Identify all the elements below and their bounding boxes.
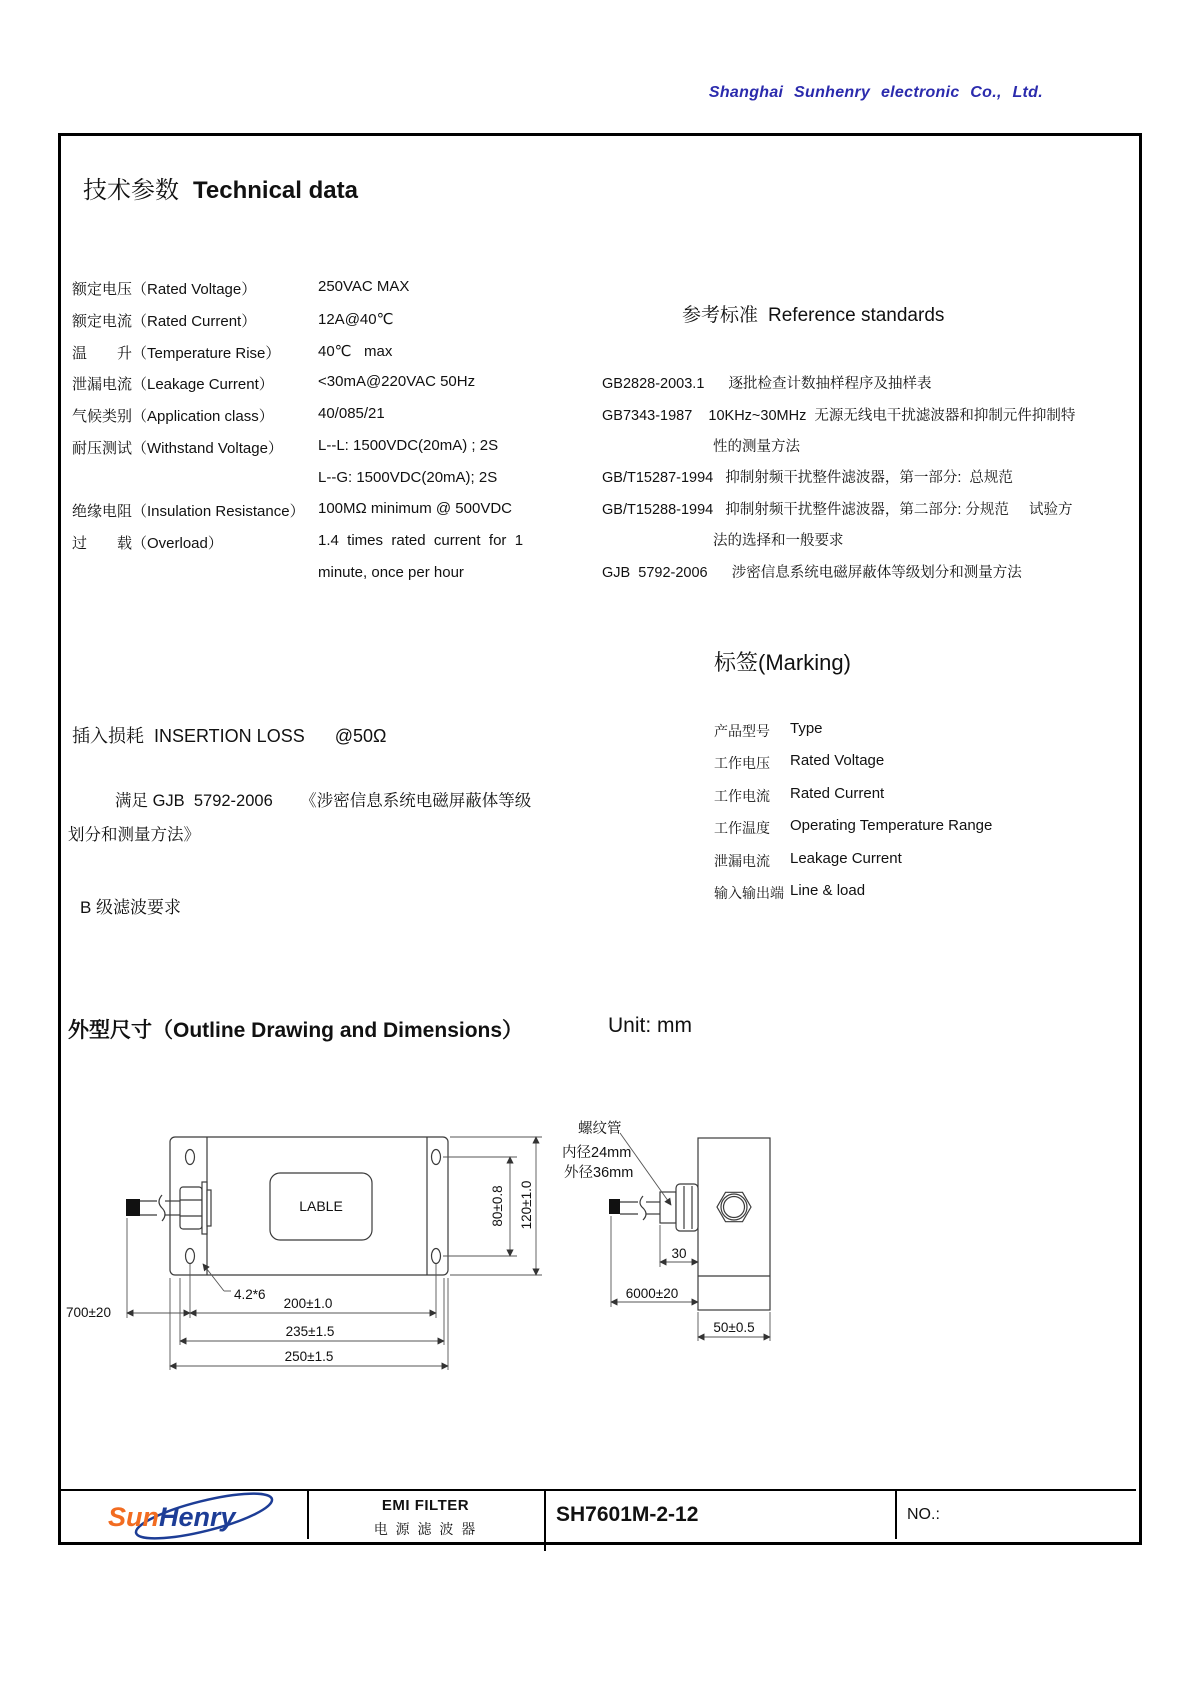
footer-top-line <box>58 1489 1136 1491</box>
param-label: 过 载（Overload） <box>72 535 223 552</box>
insertion-loss-line3: 划分和测量方法》 <box>68 826 200 844</box>
footer-product-zh: 电 源 滤 波 器 <box>373 1521 478 1537</box>
outline-title: 外型尺寸（Outline Drawing and Dimensions） <box>68 1019 524 1042</box>
marking-en: Type <box>790 720 823 737</box>
mount-hole <box>186 1249 195 1264</box>
filter-front-view <box>126 1137 448 1275</box>
dim-120: 120±1.0 <box>519 1180 534 1230</box>
param-label: 温 升（Temperature Rise） <box>72 345 281 362</box>
param-value: minute, once per hour <box>318 564 464 581</box>
param-label: 绝缘电阻（Insulation Resistance） <box>72 503 305 520</box>
footer-product-en: EMI FILTER <box>381 1497 470 1514</box>
side-body <box>698 1138 770 1310</box>
mount-hole <box>432 1150 441 1165</box>
standards-row: GJB 5792-2006 涉密信息系统电磁屏蔽体等级划分和测量方法 <box>602 565 1022 581</box>
marking-row <box>714 883 1074 903</box>
marking-en: Line & load <box>790 882 866 899</box>
marking-row <box>714 818 1074 838</box>
marking-en: Leakage Current <box>790 850 902 867</box>
param-label: 耐压测试（Withstand Voltage） <box>72 440 283 457</box>
param-row <box>72 373 692 393</box>
standards-title-en: Reference standards <box>768 305 945 326</box>
marking-zh: 工作温度 <box>714 820 770 836</box>
cable-break <box>159 1195 165 1221</box>
param-label: 额定电流（Rated Current） <box>72 313 257 330</box>
marking-row <box>714 851 1074 871</box>
label-box-text: LABLE <box>299 1198 343 1214</box>
param-label: 额定电压（Rated Voltage） <box>72 281 257 298</box>
hole-size-note: 4.2*6 <box>234 1287 266 1302</box>
param-value: 12A@40℃ <box>318 311 394 328</box>
filter-class-note: B 级滤波要求 <box>80 898 182 917</box>
dim-700: 700±20 <box>66 1305 111 1320</box>
insertion-loss-title: 插入损耗 INSERTION LOSS @50Ω <box>72 726 387 746</box>
dim-30: 30 <box>671 1246 687 1261</box>
param-value: <30mA@220VAC 50Hz <box>318 373 476 390</box>
param-label: 气候类别（Application class） <box>72 408 274 425</box>
tube-inner-circle <box>724 1197 745 1218</box>
marking-zh: 输入输出端 <box>714 885 784 901</box>
standards-row: GB7343-1987 10KHz~30MHz 无源无线电干扰滤波器和抑制元件抑制特 <box>602 408 1076 424</box>
svg-text:SunHenry <box>108 1502 238 1532</box>
param-row <box>72 500 692 520</box>
standards-title <box>682 300 944 327</box>
param-row <box>72 469 692 489</box>
tech-title-zh: 技术参数 <box>83 177 179 204</box>
param-row <box>72 405 692 425</box>
marking-en: Rated Current <box>790 785 885 802</box>
param-row <box>72 310 692 330</box>
marking-en: Rated Voltage <box>790 752 885 769</box>
dim-250: 250±1.5 <box>284 1349 334 1364</box>
standards-title-zh: 参考标准 <box>682 305 759 326</box>
outline-drawing <box>58 1030 1118 1400</box>
threaded-tube <box>660 1192 676 1223</box>
dim-235: 235±1.5 <box>285 1324 335 1339</box>
standards-row: GB2828-2003.1 逐批检查计数抽样程序及抽样表 <box>602 376 932 392</box>
tube-note-inner: 内径24mm <box>562 1145 632 1161</box>
connector-washer <box>207 1190 211 1226</box>
param-value: 40/085/21 <box>318 405 385 422</box>
standards-row: GB/T15287-1994 抑制射频干扰整件滤波器，第一部分: 总规范 <box>602 470 1013 486</box>
marking-row <box>714 753 1074 773</box>
connector-nut <box>180 1187 202 1229</box>
cable-break <box>640 1196 646 1220</box>
param-value: 1.4 times rated current for 1 <box>318 532 524 549</box>
outline-unit: Unit: mm <box>608 1014 692 1037</box>
standards-row: 性的测量方法 <box>713 439 800 455</box>
tech-title-en: Technical data <box>193 177 358 204</box>
param-row <box>72 437 692 457</box>
marking-zh: 工作电压 <box>714 755 770 771</box>
front-view-dimensions <box>127 1137 542 1370</box>
param-row <box>72 564 692 584</box>
marking-en: Operating Temperature Range <box>790 817 993 834</box>
sunhenry-logo <box>92 1492 288 1542</box>
param-row <box>72 342 692 362</box>
footer-divider <box>895 1491 897 1539</box>
tube-nut <box>676 1184 698 1231</box>
standards-row: 法的选择和一般要求 <box>713 533 844 549</box>
marking-zh: 产品型号 <box>714 723 770 739</box>
tube-outer-circle <box>721 1194 747 1220</box>
tube-note-title: 螺纹管 <box>578 1121 622 1137</box>
footer-divider <box>544 1491 546 1551</box>
marking-row <box>714 786 1074 806</box>
cable-tip <box>126 1199 140 1216</box>
param-label: 泄漏电流（Leakage Current） <box>72 376 274 393</box>
filter-side-view <box>609 1138 770 1310</box>
marking-row <box>714 721 1074 741</box>
company-header: Shanghai Sunhenry electronic Co., Ltd. <box>708 84 1043 101</box>
mount-hole <box>432 1249 441 1264</box>
marking-zh: 泄漏电流 <box>714 853 770 869</box>
dim-80: 80±0.8 <box>490 1185 505 1227</box>
dim-200: 200±1.0 <box>283 1296 333 1311</box>
param-row <box>72 278 692 298</box>
param-value: L--G: 1500VDC(20mA); 2S <box>318 469 498 486</box>
dim-50: 50±0.5 <box>713 1320 755 1335</box>
dim-6000: 6000±20 <box>625 1286 679 1301</box>
footer-model-number: SH7601M-2-12 <box>556 1503 699 1526</box>
logo-sun-text: Sun <box>108 1502 159 1532</box>
param-value: L--L: 1500VDC(20mA) ; 2S <box>318 437 499 454</box>
footer-no-label: NO.: <box>907 1506 940 1523</box>
logo-henry-text: Henry <box>159 1502 236 1532</box>
param-value: 250VAC MAX <box>318 278 410 295</box>
param-value: 100MΩ minimum @ 500VDC <box>318 500 512 517</box>
marking-zh: 工作电流 <box>714 788 770 804</box>
standards-row: GB/T15288-1994 抑制射频干扰整件滤波器，第二部分: 分规范 试验方 <box>602 502 1073 518</box>
tube-note-outer: 外径36mm <box>564 1165 634 1181</box>
connector-washer <box>202 1182 207 1234</box>
param-value: 40℃ max <box>318 343 393 360</box>
cable-tip <box>609 1199 620 1214</box>
tech-title <box>83 170 358 205</box>
mount-hole <box>186 1150 195 1165</box>
marking-title: 标签(Marking) <box>714 650 851 675</box>
param-row <box>72 532 692 552</box>
insertion-loss-line2: 满足 GJB 5792-2006 《涉密信息系统电磁屏蔽体等级 <box>115 792 532 810</box>
